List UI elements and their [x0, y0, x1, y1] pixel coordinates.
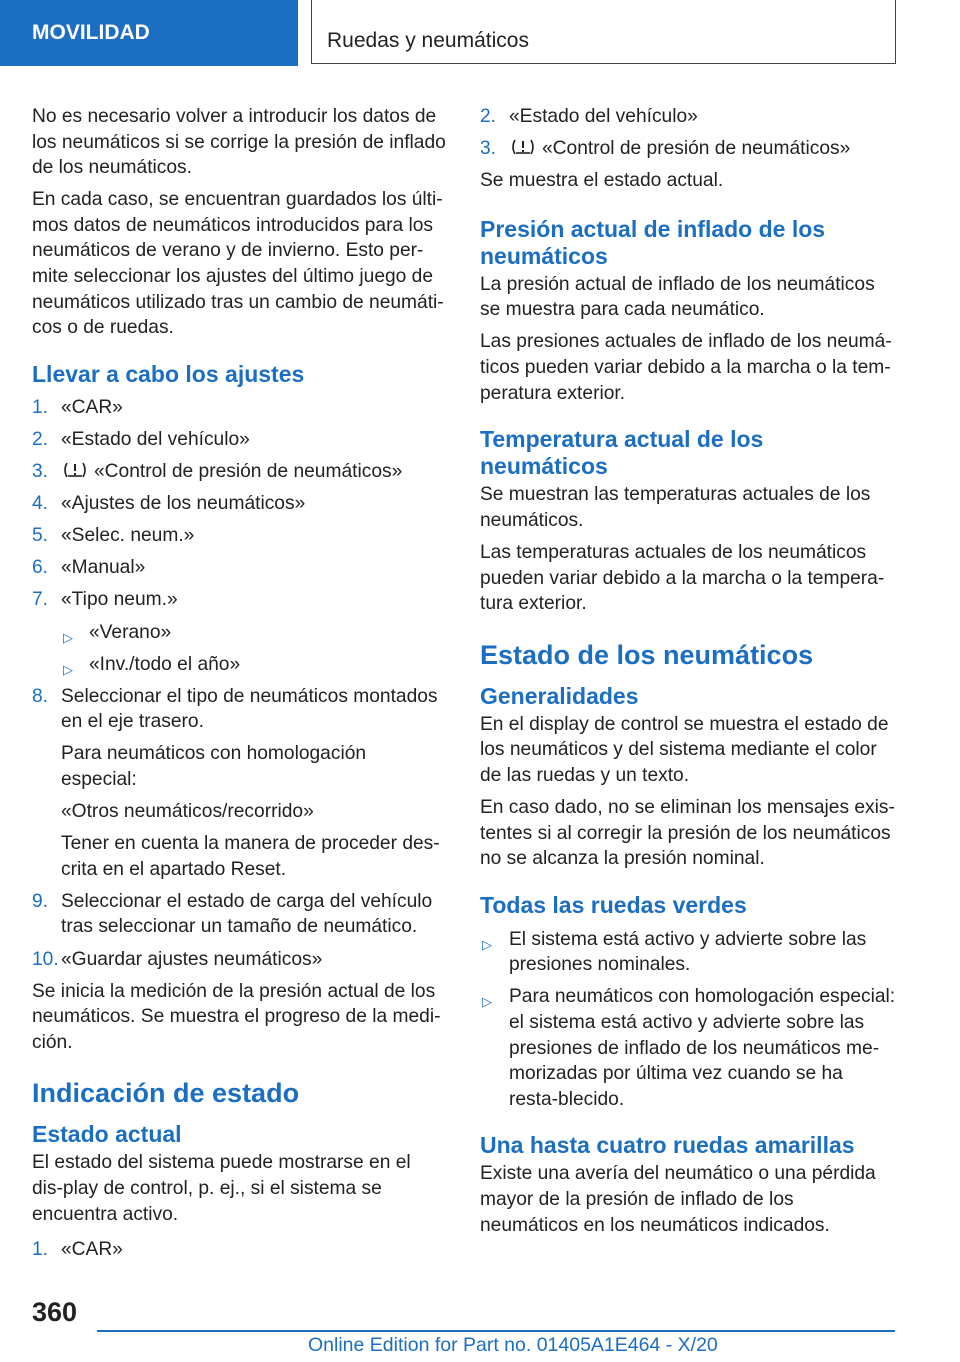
step-text: Seleccionar el tipo de neumáticos montados en el eje trasero.: [61, 685, 438, 733]
step-number: 6.: [32, 557, 49, 579]
bullet-list: [480, 927, 896, 1113]
step-text: «Guardar ajustes neumáticos»: [61, 948, 323, 970]
step-text: «Ajustes de los neumáticos»: [61, 493, 306, 515]
paragraph: Las presiones actuales de inflado de los neumá‐ticos pueden variar debido a la marcha o la tem‐peratura exterior.: [480, 331, 892, 404]
right-column: [480, 104, 896, 1245]
step-text: «Selec. neum.»: [61, 525, 195, 547]
paragraph: En cada caso, se encuentran guardados los últi‐mos datos de neumáticos introducidos para los neumáticos de verano y de invierno. Esto per‐mite seleccionar los ajustes del último juego de neumáticos utilizado tras un cambio de neumáti‐cos o de ruedas.: [32, 189, 444, 339]
list-item: [480, 927, 896, 978]
sub-list: [61, 620, 446, 678]
step-note: Para neumáticos con homologación especial:: [61, 743, 367, 790]
list-item: [32, 587, 446, 677]
step-text: «Tipo neum.»: [61, 589, 178, 611]
step-number: 9.: [32, 890, 49, 912]
page-header: [0, 0, 960, 66]
paragraph: Existe una avería del neumático o una pérdida mayor de la presión de inflado de los neumáticos en los neumáticos indicados.: [480, 1163, 876, 1236]
list-item: [32, 947, 446, 973]
page-number: 360: [32, 1297, 78, 1327]
paragraph: No es necesario volver a introducir los datos de los neumáticos si se corrige la presión de inflado de los neumáticos.: [32, 106, 446, 179]
step-number: 7.: [32, 589, 49, 611]
footer-edition: Online Edition for Part no. 01405A1E464 - X/20: [308, 1334, 718, 1356]
step-number: 4.: [32, 493, 49, 515]
step-number: 10.: [32, 948, 59, 970]
section-tab: MOVILIDAD: [0, 0, 298, 66]
steps-list: [32, 395, 446, 972]
step-number: 8.: [32, 685, 49, 707]
paragraph: Las temperaturas actuales de los neumáticos pueden variar debido a la marcha o la tempera‐tura exterior.: [480, 541, 885, 615]
triangle-bullet-icon: ▷: [482, 994, 492, 1010]
sub-list-item: [61, 620, 446, 646]
step-number: 3.: [32, 461, 49, 483]
paragraph: En el display de control se muestra el estado de los neumáticos y del sistema mediante el color de las ruedas y un texto.: [480, 713, 889, 786]
paragraph: En caso dado, no se eliminan los mensajes exis‐tentes si al corregir la presión de los neumáticos no se alcanza la presión nominal.: [480, 797, 895, 870]
paragraph: Se muestran las temperaturas actuales de los neumáticos.: [480, 484, 871, 531]
list-item: [32, 395, 446, 421]
footer-divider: [97, 1330, 895, 1332]
heading-llevar-ajustes: Llevar a cabo los ajustes: [32, 360, 305, 387]
heading-temperatura-actual: Temperatura actual de los neumáticos: [480, 426, 764, 480]
chapter-title: Ruedas y neumáticos: [311, 0, 896, 64]
heading-generalidades: Generalidades: [480, 682, 639, 709]
tire-pressure-warning-icon: [510, 138, 536, 156]
list-item: [480, 984, 896, 1112]
paragraph: Se inicia la medición de la presión actual de los neumáticos. Se muestra el progreso de la medi‐ción.: [32, 980, 441, 1053]
step-text: «Estado del vehículo»: [509, 106, 698, 127]
bullet-text: Para neumáticos con homologación especial: el sistema está activo y advierte sobre las presiones de inflado de los neumáticos me‐morizadas por última vez cuando se ha resta‐blecido.: [509, 986, 896, 1110]
tire-pressure-warning-icon: [62, 461, 88, 479]
triangle-bullet-icon: ▷: [482, 936, 492, 952]
list-item: [32, 1237, 446, 1263]
heading-ruedas-amarillas: Una hasta cuatro ruedas amarillas: [480, 1132, 855, 1159]
step-note: «Otros neumáticos/recorrido»: [61, 801, 314, 823]
step-text: «Control de presión de neumáticos»: [542, 138, 851, 160]
triangle-bullet-icon: ▷: [63, 629, 73, 645]
step-number: 2.: [480, 106, 497, 127]
heading-presion-actual: Presión actual de inflado de los neumáticos: [480, 215, 826, 269]
step-number: 5.: [32, 525, 49, 547]
list-item: [480, 104, 896, 130]
paragraph: La presión actual de inflado de los neumáticos se muestra para cada neumático.: [480, 273, 875, 321]
heading-indicacion-estado: Indicación de estado: [32, 1078, 300, 1109]
step-text: «Estado del vehículo»: [61, 428, 250, 450]
list-item: [32, 889, 446, 940]
step-number: 1.: [32, 1239, 49, 1261]
list-item: [32, 459, 446, 485]
heading-estado-neumaticos: Estado de los neumáticos: [480, 639, 814, 670]
bullet-text: El sistema está activo y advierte sobre las presiones nominales.: [509, 928, 867, 976]
step-text: Seleccionar el estado de carga del vehículo tras seleccionar un tamaño de neumático.: [61, 890, 433, 938]
sub-item-text: «Inv./todo el año»: [89, 653, 241, 675]
heading-ruedas-verdes: Todas las ruedas verdes: [480, 891, 747, 918]
step-number: 3.: [480, 138, 497, 160]
paragraph: Se muestra el estado actual.: [480, 170, 724, 192]
list-item: [32, 491, 446, 517]
left-column: [32, 104, 446, 1269]
sub-item-text: «Verano»: [89, 621, 172, 643]
list-item: [32, 684, 446, 883]
list-item: [32, 523, 446, 549]
step-number: 2.: [32, 428, 49, 450]
list-item: [32, 555, 446, 581]
step-text: «Manual»: [61, 557, 146, 579]
steps-list: [480, 104, 896, 162]
step-note: Tener en cuenta la manera de proceder des‐crita en el apartado Reset.: [61, 833, 440, 880]
sub-list-item: [61, 652, 446, 678]
list-item: [32, 427, 446, 453]
list-item: [480, 136, 896, 162]
step-text: «Control de presión de neumáticos»: [94, 461, 403, 483]
step-number: 1.: [32, 396, 49, 418]
step-text: «CAR»: [61, 1239, 123, 1261]
steps-list: [32, 1237, 446, 1263]
heading-estado-actual: Estado actual: [32, 1121, 182, 1148]
triangle-bullet-icon: ▷: [63, 661, 73, 677]
step-text: «CAR»: [61, 396, 123, 418]
paragraph: El estado del sistema puede mostrarse en el dis‐play de control, p. ej., si el sistema se encuentra activo.: [32, 1152, 411, 1225]
